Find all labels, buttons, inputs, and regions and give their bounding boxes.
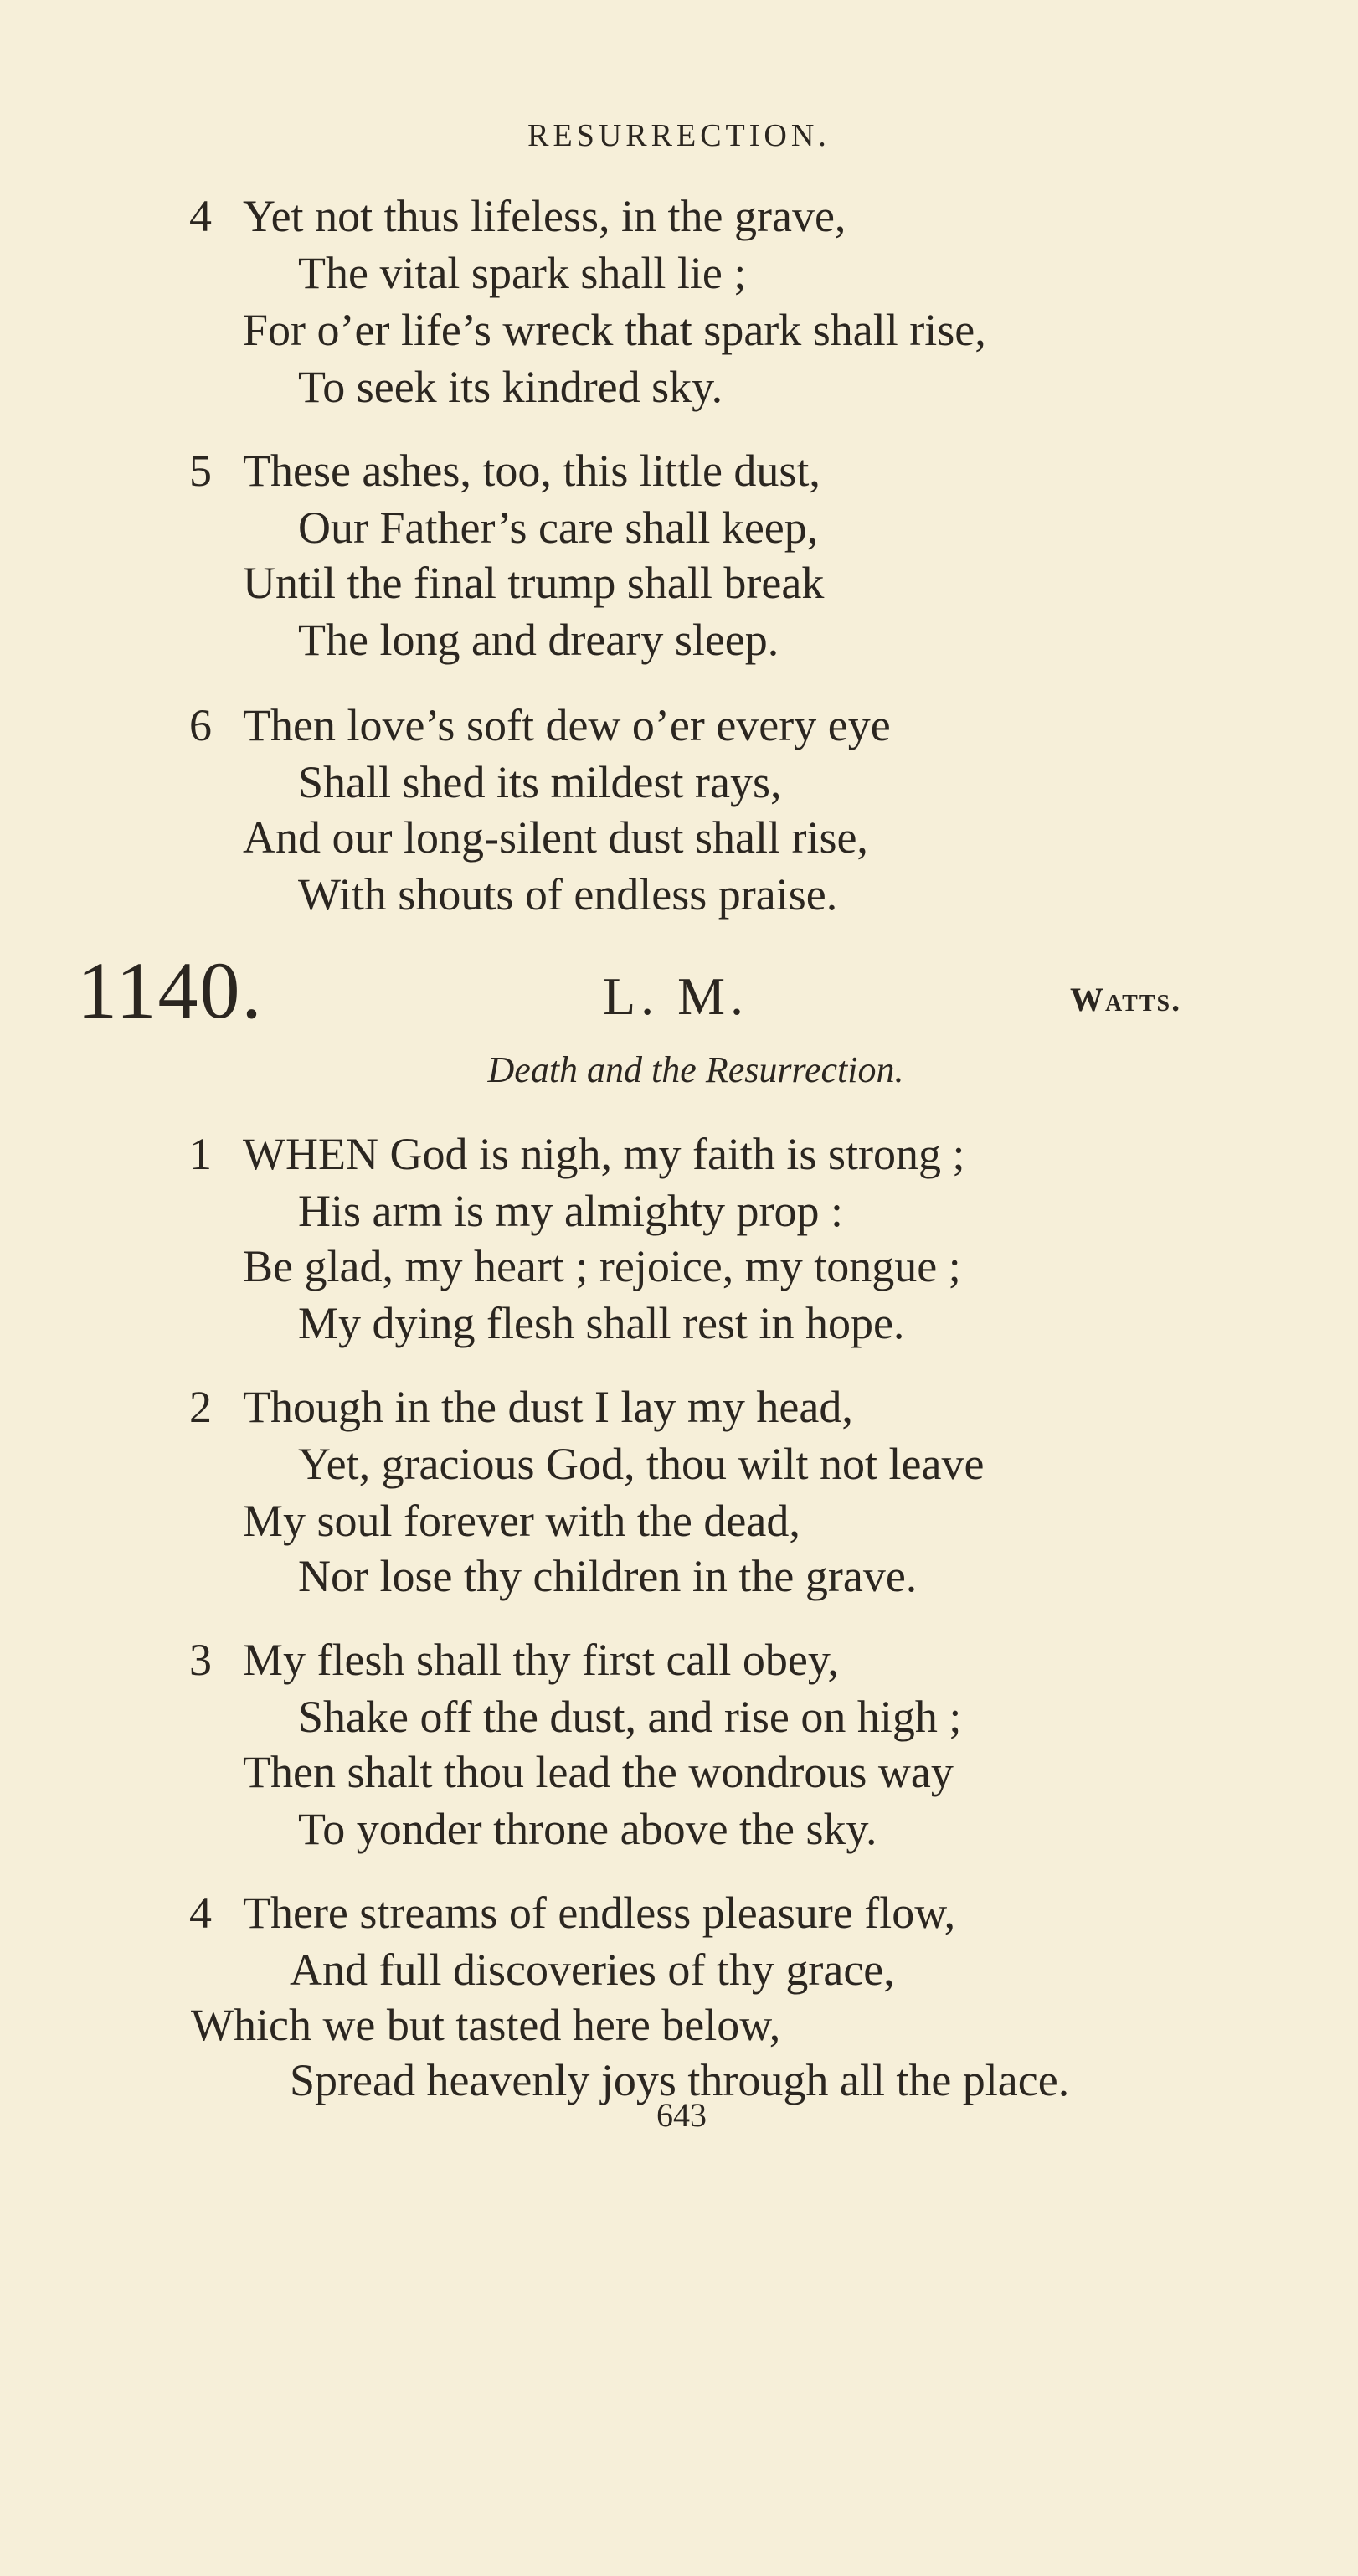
- verse-line: And full discoveries of thy grace,: [290, 1945, 895, 1995]
- verse-line: With shouts of endless praise.: [298, 869, 838, 920]
- verse-line: Shake off the dust, and rise on high ;: [298, 1692, 962, 1742]
- verse-line: His arm is my almighty prop :: [298, 1186, 843, 1236]
- hymn-number: 1140.: [77, 945, 264, 1035]
- stanza-number: 6: [189, 700, 212, 750]
- stanza-number: 3: [189, 1635, 212, 1685]
- verse-line: My soul forever with the dead,: [243, 1496, 800, 1546]
- verse-line: My dying flesh shall rest in hope.: [298, 1298, 905, 1348]
- verse-line: To seek its kindred sky.: [298, 362, 723, 412]
- verse-line: Until the final trump shall break: [243, 558, 825, 608]
- verse-line: Yet not thus lifeless, in the grave,: [243, 191, 846, 241]
- page-number: 643: [656, 2096, 707, 2134]
- verse-line: Yet, gracious God, thou wilt not leave: [298, 1439, 985, 1489]
- hymn-meter: L. M.: [603, 966, 748, 1026]
- verse-line: Spread heavenly joys through all the place.: [290, 2055, 1070, 2105]
- stanza-number: 2: [189, 1382, 212, 1432]
- running-head: RESURRECTION.: [527, 118, 831, 153]
- verse-line: My flesh shall thy first call obey,: [243, 1635, 839, 1685]
- verse-line: And our long-silent dust shall rise,: [243, 812, 868, 863]
- stanza-number: 1: [189, 1129, 212, 1179]
- stanza-number: 5: [189, 446, 212, 496]
- verse-line: Then love’s soft dew o’er every eye: [243, 700, 891, 750]
- verse-line: Which we but tasted here below,: [191, 2000, 781, 2050]
- hymn-author: Watts.: [1070, 981, 1182, 1018]
- hymn-subtitle: Death and the Resurrection.: [487, 1049, 904, 1090]
- verse-line: WHEN God is nigh, my faith is strong ;: [243, 1129, 965, 1179]
- verse-line: Though in the dust I lay my head,: [243, 1382, 853, 1432]
- verse-line: For o’er life’s wreck that spark shall rise,: [243, 305, 986, 355]
- verse-line: There streams of endless pleasure flow,: [243, 1888, 956, 1938]
- verse-line: The vital spark shall lie ;: [298, 248, 747, 298]
- stanza-number: 4: [189, 1888, 212, 1938]
- verse-line: Nor lose thy children in the grave.: [298, 1551, 918, 1601]
- verse-line: Then shalt thou lead the wondrous way: [243, 1747, 954, 1797]
- verse-line: Be glad, my heart ; rejoice, my tongue ;: [243, 1241, 961, 1291]
- verse-line: Our Father’s care shall keep,: [298, 502, 819, 553]
- verse-line: Shall shed its mildest rays,: [298, 757, 782, 807]
- verse-line: These ashes, too, this little dust,: [243, 446, 820, 496]
- verse-line: To yonder throne above the sky.: [298, 1804, 877, 1854]
- verse-line: The long and dreary sleep.: [298, 615, 779, 665]
- stanza-number: 4: [189, 191, 212, 241]
